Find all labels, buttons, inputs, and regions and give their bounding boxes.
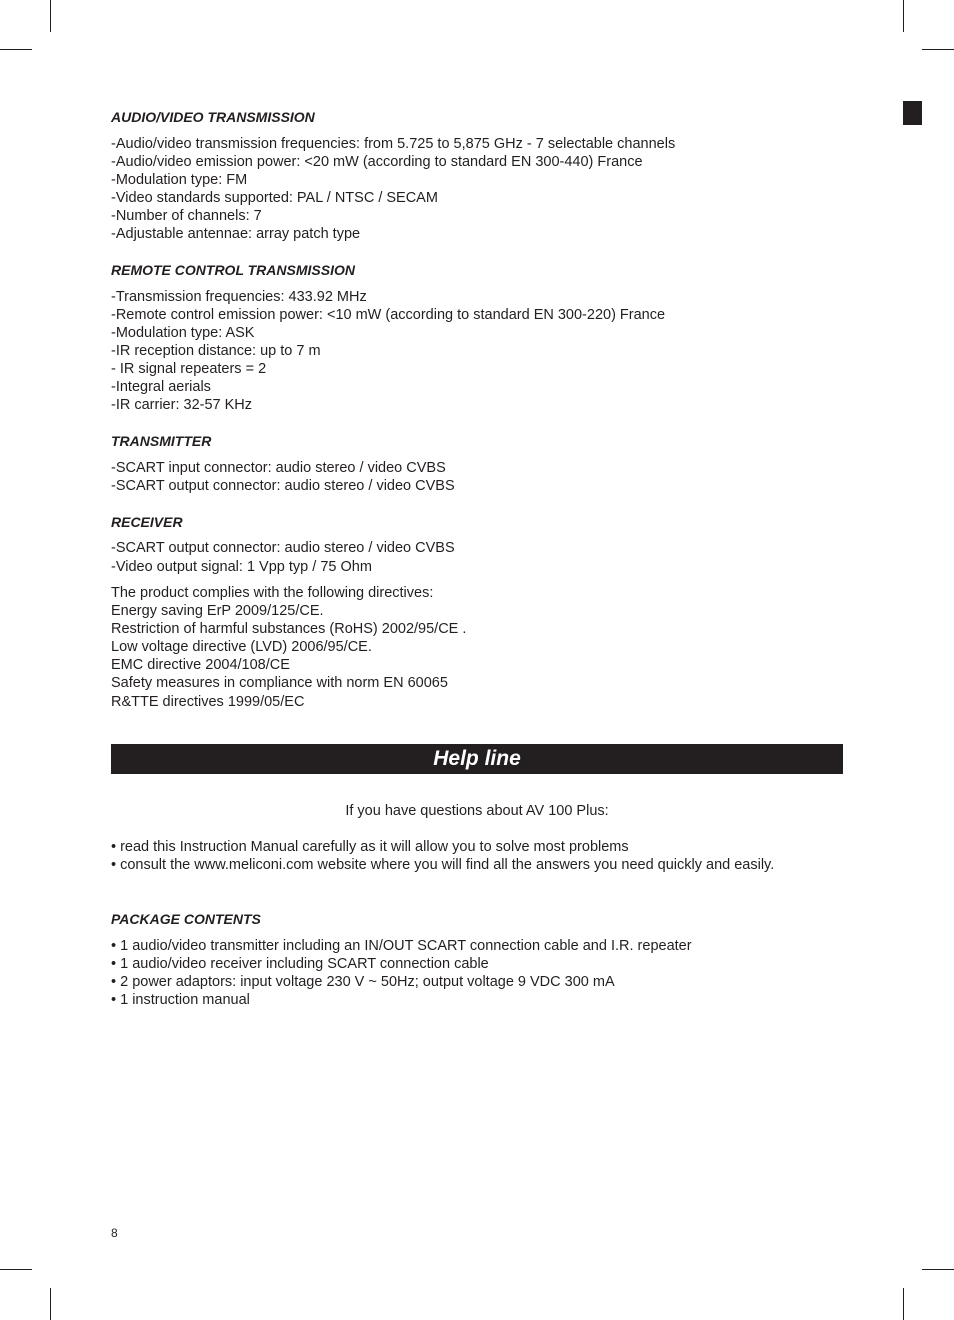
section-heading-transmitter: TRANSMITTER: [111, 433, 212, 449]
spec-line: -SCART output connector: audio stereo / video CVBS: [111, 478, 455, 494]
audio-video-spec-list: [111, 135, 675, 243]
section-heading-remote-control: REMOTE CONTROL TRANSMISSION: [111, 262, 355, 278]
crop-mark: [0, 1269, 32, 1270]
spec-line: -SCART output connector: audio stereo / video CVBS: [111, 540, 455, 556]
package-item: • 1 audio/video receiver including SCART connection cable: [111, 956, 489, 972]
help-line-intro: If you have questions about AV 100 Plus:: [345, 803, 609, 819]
crop-mark: [50, 0, 51, 32]
section-heading-receiver: RECEIVER: [111, 514, 183, 530]
section-tab-marker: [903, 101, 922, 125]
crop-mark: [903, 1288, 904, 1320]
spec-line: -Audio/video emission power: <20 mW (according to standard EN 300-440) France: [111, 154, 643, 170]
spec-line: -Modulation type: ASK: [111, 325, 255, 341]
directive-line: EMC directive 2004/108/CE: [111, 657, 290, 673]
help-line-title: Help line: [433, 747, 521, 770]
crop-mark: [922, 1269, 954, 1270]
crop-mark: [903, 0, 904, 32]
spec-line: -Modulation type: FM: [111, 172, 248, 188]
receiver-spec-list: [111, 539, 455, 576]
remote-control-spec-list: [111, 288, 665, 414]
help-bullet: • consult the www.meliconi.com website where you will find all the answers you need quickly and easily.: [111, 857, 775, 873]
directive-line: The product complies with the following directives:: [111, 585, 434, 601]
spec-line: -Number of channels: 7: [111, 208, 262, 224]
spec-line: -Video standards supported: PAL / NTSC / SECAM: [111, 190, 438, 206]
crop-mark: [0, 49, 32, 50]
help-bullet: • read this Instruction Manual carefully as it will allow you to solve most problems: [111, 839, 629, 855]
package-contents-list: [111, 937, 692, 1009]
crop-mark: [50, 1288, 51, 1320]
package-item: • 2 power adaptors: input voltage 230 V ~ 50Hz; output voltage 9 VDC 300 mA: [111, 974, 615, 990]
spec-line: -Video output signal: 1 Vpp typ / 75 Ohm: [111, 559, 372, 575]
package-item: • 1 audio/video transmitter including an IN/OUT SCART connection cable and I.R. repeater: [111, 938, 692, 954]
transmitter-spec-list: [111, 459, 455, 495]
spec-line: -Remote control emission power: <10 mW (according to standard EN 300-220) France: [111, 307, 666, 323]
directive-line: Safety measures in compliance with norm EN 60065: [111, 675, 448, 691]
spec-line: -SCART input connector: audio stereo / video CVBS: [111, 460, 446, 476]
spec-line: -Audio/video transmission frequencies: from 5.725 to 5,875 GHz - 7 selectable channels: [111, 136, 676, 152]
spec-line: -IR reception distance: up to 7 m: [111, 343, 321, 359]
directives-list: [111, 584, 466, 711]
directive-line: Restriction of harmful substances (RoHS) 2002/95/CE .: [111, 621, 467, 637]
help-line-bullets: [111, 838, 774, 874]
section-heading-package-contents: PACKAGE CONTENTS: [111, 911, 261, 927]
directive-line: R&TTE directives 1999/05/EC: [111, 694, 305, 710]
spec-line: -Adjustable antennae: array patch type: [111, 226, 361, 242]
spec-line: -Integral aerials: [111, 379, 211, 395]
crop-mark: [922, 49, 954, 50]
directive-line: Low voltage directive (LVD) 2006/95/CE.: [111, 639, 372, 655]
spec-line: -Transmission frequencies: 433.92 MHz: [111, 289, 367, 305]
help-line-banner: [111, 744, 843, 774]
spec-line: - IR signal repeaters = 2: [111, 361, 267, 377]
section-heading-audio-video: AUDIO/VIDEO TRANSMISSION: [111, 109, 315, 125]
directive-line: Energy saving ErP 2009/125/CE.: [111, 603, 324, 619]
spec-line: -IR carrier: 32-57 KHz: [111, 397, 253, 413]
page-number: 8: [111, 1226, 118, 1240]
package-item: • 1 instruction manual: [111, 992, 250, 1008]
